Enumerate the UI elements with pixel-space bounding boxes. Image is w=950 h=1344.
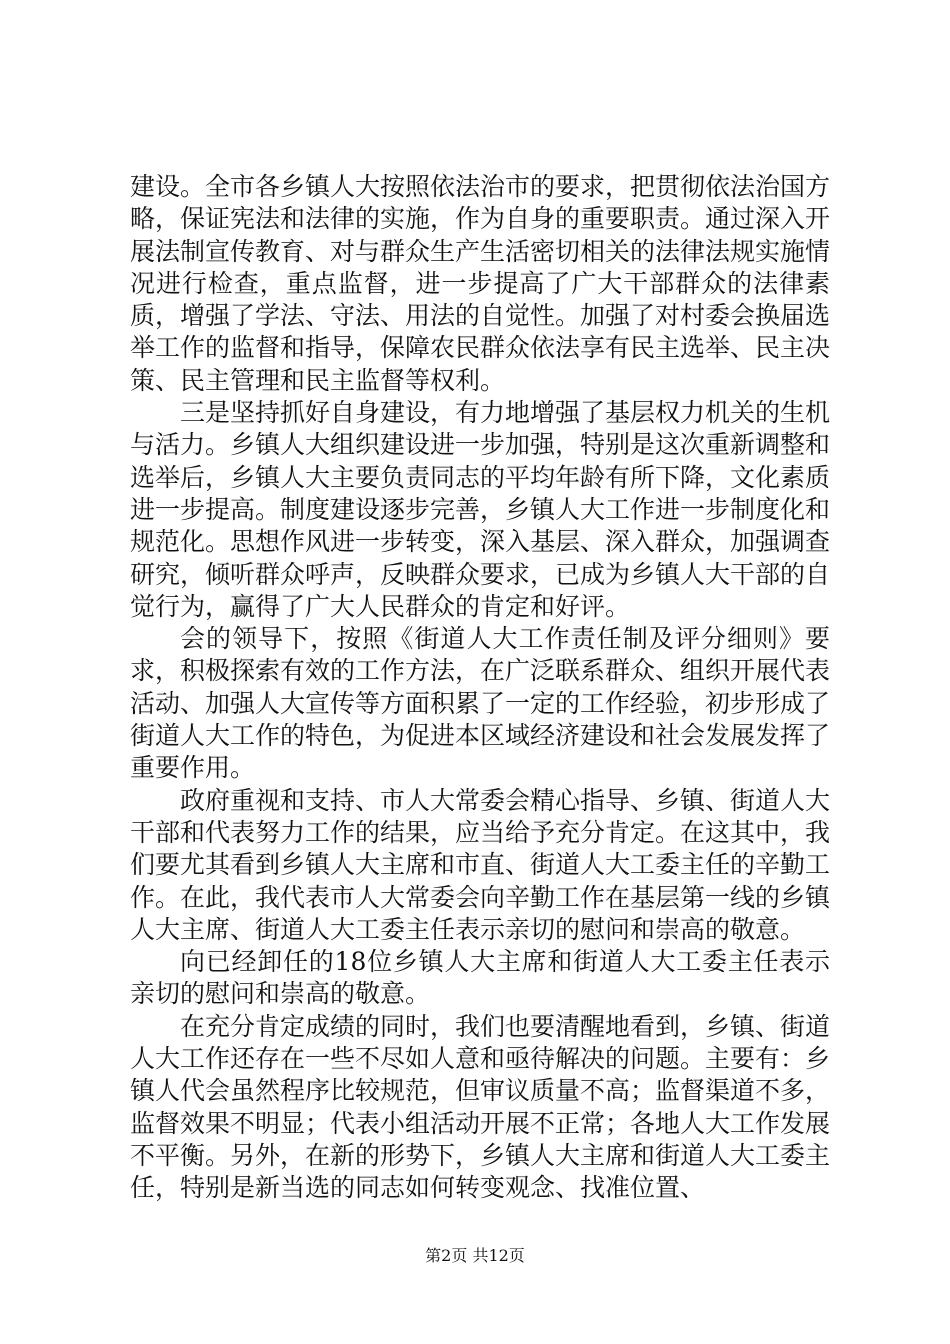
page-number-footer: 第2页 共12页 (425, 1246, 525, 1265)
paragraph: 在充分肯定成绩的同时，我们也要清醒地看到，乡镇、街道人大工作还存在一些不尽如人意和亟待解决的问题。主要有：乡镇人代会虽然程序比较规范，但审议质量不高；监督渠道不多，监督效果不明显；代表小组活动开展不正常；各地人大工作发展不平衡。另外，在新的形势下，乡镇人大主席和街道人大工委主任，特别是新当选的同志如何转变观念、找准位置、 (130, 1011, 831, 1203)
document-body (130, 171, 830, 1205)
paragraph: 向已经卸任的18位乡镇人大主席和街道人大工委主任表示亲切的慰问和崇高的敬意。 (130, 947, 830, 1009)
paragraph: 政府重视和支持、市人大常委会精心指导、乡镇、街道人大干部和代表努力工作的结果，应当给予充分肯定。在这其中，我们要尤其看到乡镇人大主席和市直、街道人大工委主任的辛勤工作。在此，我代表市人大常委会向辛勤工作在基层第一线的乡镇人大主席、街道人大工委主任表示亲切的慰问和崇高的敬意。 (130, 785, 831, 944)
paragraph: 三是坚持抓好自身建设，有力地增强了基层权力机关的生机与活力。乡镇人大组织建设进一步加强，特别是这次重新调整和选举后，乡镇人大主要负责同志的平均年龄有所下降，文化素质进一步提高。制度建设逐步完善，乡镇人大工作进一步制度化和规范化。思想作风进一步转变，深入基层、深入群众，加强调查研究，倾听群众呼声，反映群众要求，已成为乡镇人大干部的自觉行为，赢得了广大人民群众的肯定和好评。 (130, 398, 831, 621)
paragraph-continuation: 建设。全市各乡镇人大按照依法治市的要求，把贯彻依法治国方略，保证宪法和法律的实施，作为自身的重要职责。通过深入开展法制宣传教育、对与群众生产生活密切相关的法律法规实施情况进行检查，重点监督，进一步提高了广大干部群众的法律素质，增强了学法、守法、用法的自觉性。加强了对村委会换届选举工作的监督和指导，保障农民群众依法享有民主选举、民主决策、民主管理和民主监督等权利。 (130, 172, 831, 395)
paragraph: 会的领导下，按照《街道人大工作责任制及评分细则》要求，积极探索有效的工作方法，在广泛联系群众、组织开展代表活动、加强人大宣传等方面积累了一定的工作经验，初步形成了街道人大工作的特色，为促进本区域经济建设和社会发展发挥了重要作用。 (130, 624, 831, 783)
